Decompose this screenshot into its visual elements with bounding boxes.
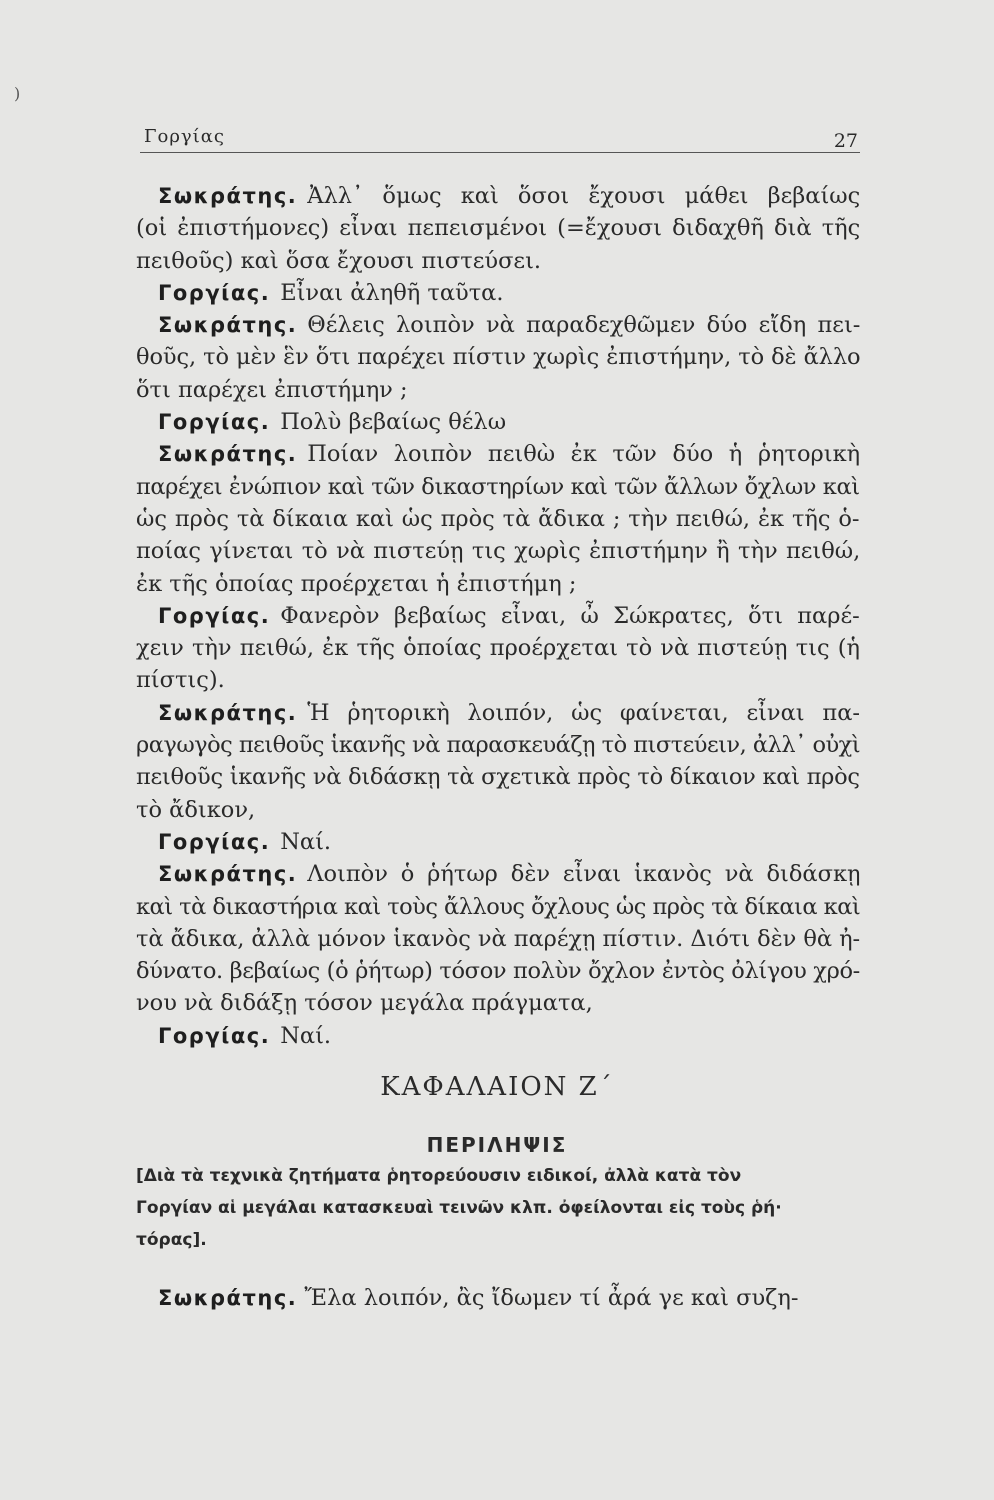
line-text: θοῦς, τὸ μὲν ἓν ὅτι παρέχει πίστιν χωρὶς ἐπιστήμην, τὸ δὲ ἄλλο	[136, 344, 861, 371]
text-line	[136, 212, 860, 244]
line-text: ποίας γίνεται τὸ νὰ πιστεύῃ τις χωρὶς ἐπιστήμην ἢ τὴν πειθώ,	[136, 538, 861, 565]
text-line	[136, 1020, 860, 1052]
speaker-name: Σωκράτης.	[158, 862, 298, 887]
text-line	[136, 761, 860, 793]
speaker-name: Σωκράτης.	[158, 442, 298, 467]
line-text: Φανερὸν βεβαίως εἶναι, ὦ Σώκρατες, ὅτι παρέ-	[280, 602, 860, 629]
text-line	[136, 923, 860, 955]
running-header	[140, 124, 860, 153]
line-text: νου νὰ διδάξῃ τόσον μεγάλα πράγματα,	[136, 990, 593, 1017]
text-line	[136, 858, 860, 890]
summary-line: [Διὰ τὰ τεχνικὰ ζητήματα ῥητορεύουσιν ειδικοί, ἀλλὰ κατὰ τὸν	[136, 1166, 742, 1186]
text-line	[136, 406, 860, 438]
line-text: Λοιπὸν ὁ ῥήτωρ δὲν εἶναι ἱκανὸς νὰ διδάσκῃ	[307, 861, 861, 888]
line-text: πειθοῦς) καὶ ὅσα ἔχουσι πιστεύσει.	[136, 247, 542, 274]
line-text: Πολὺ βεβαίως θέλω	[280, 409, 507, 436]
line-text: τὰ ἄδικα, ἀλλὰ μόνον ἱκανὸς νὰ παρέχῃ πίστιν. Διότι δὲν θὰ ἠ-	[136, 925, 861, 952]
speaker-name: Γοργίας.	[158, 280, 271, 305]
line-text: (οἱ ἐπιστήμονες) εἶναι πεπεισμένοι (=ἔχουσι διδαχθῆ διὰ τῆς	[136, 215, 861, 242]
text-line	[136, 309, 860, 341]
line-text: Ἡ ῥητορικὴ λοιπόν, ὡς φαίνεται, εἶναι πα-	[307, 699, 861, 726]
text-line	[136, 374, 860, 406]
text-line	[136, 826, 860, 858]
line-text: ὡς πρὸς τὰ δίκαια καὶ ὡς πρὸς τὰ ἄδικα ; τὴν πειθώ, ἐκ τῆς ὁ-	[136, 505, 860, 532]
line-text: Θέλεις λοιπὸν νὰ παραδεχθῶμεν δύο εἴδη πει-	[307, 312, 861, 339]
final-dialogue-line	[158, 1282, 838, 1314]
text-line	[136, 438, 860, 470]
speaker-name: Σωκράτης.	[158, 700, 298, 725]
speaker-name: Γοργίας.	[158, 829, 271, 854]
chapter-heading: ΚΑΦΑΛΑΙΟΝ Ζ´	[380, 1072, 614, 1102]
text-line	[136, 600, 860, 632]
line-text: παρέχει ἐνώπιον καὶ τῶν δικαστηρίων καὶ τῶν ἄλλων ὄχλων καὶ	[136, 473, 860, 500]
speaker-name: Σωκράτης.	[158, 313, 298, 338]
summary-line: τόρας].	[136, 1230, 207, 1250]
line-text: Ἀλλ᾽ ὅμως καὶ ὅσοι ἔχουσι μάθει βεβαίως	[307, 183, 861, 209]
dialogue-text: Ἔλα λοιπόν, ἂς ἴδωμεν τί ἆρά γε καὶ συζη-	[304, 1285, 799, 1311]
line-text: τὸ ἄδικον,	[136, 796, 256, 823]
text-line	[136, 568, 860, 600]
line-text: ἐκ τῆς ὁποίας προέρχεται ἡ ἐπιστήμη ;	[136, 570, 577, 597]
line-text: ραγωγὸς πειθοῦς ἱκανῆς νὰ παρασκευάζῃ τὸ πιστεύειν, ἀλλ᾽ οὐχὶ	[136, 732, 861, 759]
speaker-name: Σωκράτης.	[158, 1286, 298, 1310]
page-number: 27	[833, 130, 858, 152]
line-text: δύνατο. βεβαίως (ὁ ῥήτωρ) τόσον πολὺν ὄχλον ἐντὸς ὀλίγου χρό-	[136, 958, 860, 985]
text-line	[136, 180, 860, 212]
line-text: Ναί.	[280, 828, 332, 855]
line-text: ὅτι παρέχει ἐπιστήμην ;	[136, 376, 408, 403]
dialogue-body	[136, 180, 860, 1052]
line-text: Εἶναι ἀληθῆ ταῦτα.	[280, 279, 504, 306]
line-text: χειν τὴν πειθώ, ἐκ τῆς ὁποίας προέρχεται τὸ νὰ πιστεύῃ τις (ἡ	[136, 635, 860, 662]
line-text: Ποίαν λοιπὸν πειθὼ ἐκ τῶν δύο ἡ ῥητορικὴ	[307, 441, 861, 468]
text-line	[136, 341, 860, 373]
speaker-name: Σωκράτης.	[158, 184, 298, 208]
line-text: Ναί.	[280, 1022, 332, 1049]
summary-block	[136, 1160, 860, 1256]
text-line	[136, 987, 860, 1019]
speaker-name: Γοργίας.	[158, 1023, 271, 1048]
summary-heading: ΠΕΡΙΛΗΨΙΣ	[426, 1133, 568, 1157]
text-line	[136, 245, 860, 277]
text-line	[136, 729, 860, 761]
text-line	[136, 471, 860, 503]
line-text: πειθοῦς ἱκανῆς νὰ διδάσκῃ τὰ σχετικὰ πρὸς τὸ δίκαιον καὶ πρὸς	[136, 764, 860, 791]
line-text: καὶ τὰ δικαστήρια καὶ τοὺς ἄλλους ὄχλους ὡς πρὸς τὰ δίκαια καὶ	[136, 893, 861, 920]
text-line	[136, 632, 860, 664]
text-line	[136, 535, 860, 567]
speaker-name: Γοργίας.	[158, 410, 271, 435]
speaker-name: Γοργίας.	[158, 603, 271, 628]
text-line	[136, 955, 860, 987]
running-title: Γοργίας	[144, 126, 225, 147]
line-text: πίστις).	[136, 667, 225, 694]
text-line	[136, 794, 860, 826]
text-line	[136, 697, 860, 729]
text-line	[136, 891, 860, 923]
text-line	[136, 277, 860, 309]
text-line	[136, 664, 860, 696]
margin-mark: )	[14, 84, 21, 103]
text-line	[136, 503, 860, 535]
summary-line: Γοργίαν αἱ μεγάλαι κατασκευαὶ τεινῶν κλπ. ὀφείλονται εἰς τοὺς ῥή·	[136, 1198, 782, 1218]
